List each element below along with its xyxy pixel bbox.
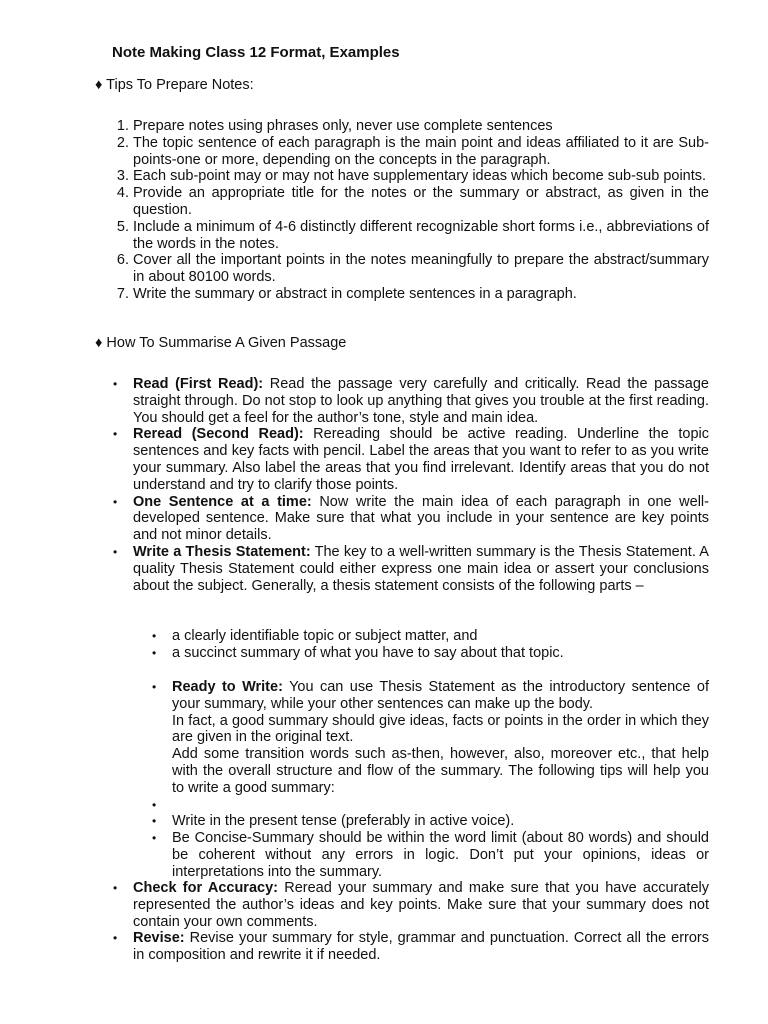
list-item: • Reread (Second Read): Rereading should be active reading. Underline the topic sentences and key facts with pencil. Label the areas that you want to refer to as you write your summary. Also label the areas that you find irrelevant. Identify areas that you do not understand and try to clarify those points.: [113, 426, 709, 493]
list-item: • One Sentence at a time: Now write the main idea of each paragraph in one well-developed sentence. Make sure that what you include in your sentence are key points and not minor details.: [113, 493, 709, 544]
list-item: •: [152, 797, 157, 812]
list-item: • a succinct summary of what you have to say about that topic.: [152, 644, 564, 661]
final-steps-list: [113, 880, 709, 964]
document-title: Note Making Class 12 Format, Examples: [112, 44, 400, 61]
list-item: 5. Include a minimum of 4-6 distinctly different recognizable short forms i.e., abbreviations of the words in the notes.: [116, 218, 709, 252]
list-item: • Write a Thesis Statement: The key to a well-written summary is the Thesis Statement. A quality Thesis Statement could either express one main idea or assert your conclusions about the subject. Generally, a thesis statement consists of the following parts –: [113, 543, 709, 594]
tips-numbered-list: [116, 118, 709, 303]
list-item: • a clearly identifiable topic or subject matter, and: [152, 628, 478, 644]
list-item: 1. Prepare notes using phrases only, never use complete sentences: [116, 118, 553, 134]
summary-steps-list: [113, 376, 709, 594]
list-item: 4. Provide an appropriate title for the notes or the summary or abstract, as given in the question.: [116, 185, 709, 218]
thesis-parts-list: [152, 628, 709, 662]
section-heading-summarise: ♦ How To Summarise A Given Passage: [95, 335, 347, 351]
list-item: • Check for Accuracy: Reread your summary and make sure that you have accurately represented the author’s ideas and key points. Make sure that your summary does not contain your own comments.: [113, 880, 709, 930]
list-item: • Ready to Write: You can use Thesis Statement as the introductory sentence of your summary, while your other sentences can make up the body. In fact, a good summary should give ideas, facts or points in the order in which they are given in the original text. Add some transition words such as-then, however, also, moreover etc., that help with the overall structure and flow of the summary. The following tips will help you to write a good summary:: [152, 679, 709, 796]
list-item: 7. Write the summary or abstract in complete sentences in a paragraph.: [116, 285, 577, 302]
list-item: • Write in the present tense (preferably in active voice).: [152, 813, 515, 830]
list-item: • Revise: Revise your summary for style, grammar and punctuation. Correct all the errors in composition and rewrite it if needed.: [113, 930, 709, 964]
list-item: 2. The topic sentence of each paragraph is the main point and ideas affiliated to it are Sub-points-one or more, depending on the concepts in the paragraph.: [116, 134, 709, 168]
ready-to-write-list: [152, 679, 709, 881]
list-item: • Read (First Read): Read the passage very carefully and critically. Read the passage straight through. Do not stop to look up anything that gives you trouble at the first reading. You should get a feel for the author’s tone, style and main idea.: [113, 376, 709, 426]
list-item: • Be Concise-Summary should be within the word limit (about 80 words) and should be coherent without any errors in logic. Don’t put your opinions, ideas or interpretations into the summary.: [152, 830, 709, 880]
list-item: 3. Each sub-point may or may not have supplementary ideas which become sub-sub points.: [116, 168, 707, 185]
list-item: 6. Cover all the important points in the notes meaningfully to prepare the abstract/summary in about 80100 words.: [116, 252, 709, 286]
section-heading-tips: ♦ Tips To Prepare Notes:: [95, 77, 254, 93]
